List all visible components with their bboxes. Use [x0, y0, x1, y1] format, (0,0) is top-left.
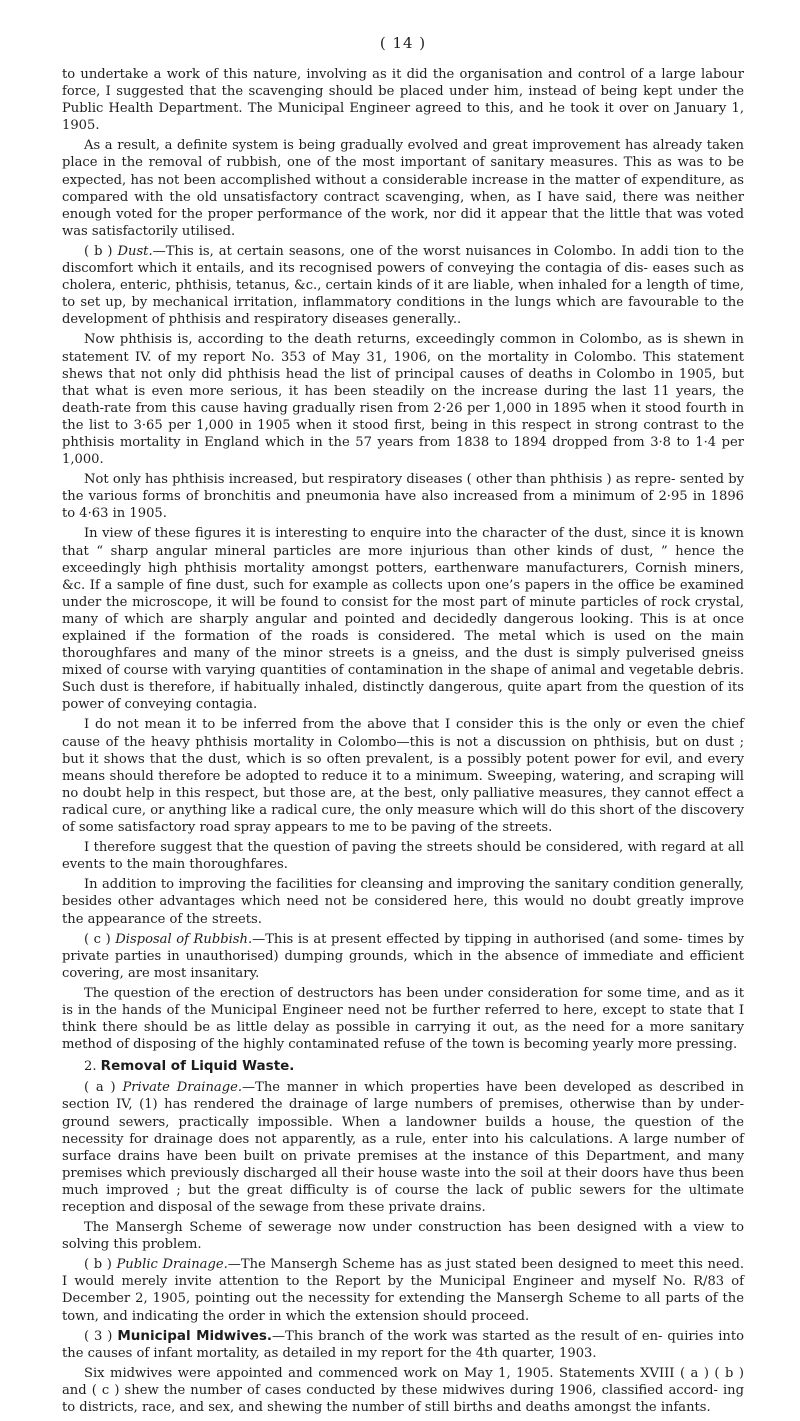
subsection-marker: ( a ): [84, 1080, 116, 1096]
subsection-text: —The Mansergh Scheme has as just stated been designed to meet this need. I would merely invite attention to the Report by the Municipal Engineer and myself No. R/83 of December 2, 1905, pointing out the necessity for extending the Mansergh Scheme to all parts of the town, and indicating the order in which the extension should proceed.: [62, 1257, 744, 1324]
body-text: [62, 66, 744, 1416]
private-drainage-paragraph: [62, 1079, 744, 1216]
paragraph: In view of these figures it is interesting to enquire into the character of the dust, since it is known that “ sharp angular mineral particles are more injurious than other kinds of dust, ” hence the exceedingly high phthisis mortality amongst potters, earthenware manufacturers, Cornish miners, &c. If a sample of fine dust, such for example as collects upon one’s papers in the office be examined under the microscope, it will be found to consist for the most part of minute particles of rock crystal, many of which are sharply angular and pointed and decidedly dangerous looking. This is at once explained if the formation of the roads is considered. The metal which is used on the main thoroughfares and many of the minor streets is a gneiss, and the dust is simply pulverised gneiss mixed of course with varying quantities of contamination in the shape of animal and vegetable debris. Such dust is therefore, if habitually inhaled, distinctly dangerous, quite apart from the question of its power of conveying contagia.: [62, 526, 744, 713]
subsection-text: —The manner in which properties have been developed as described in section IV, (1) has rendered the drainage of large numbers of premises, otherwise than by under- ground sewers, practically impossible. When a landowner builds a house, the question of the necessity for drainage does not apparently, as a rule, enter into his calculations. A large number of surface drains have been built on private premises at the instance of this Department, and many premises which previously discharged all their house waste into the soil at their doors have thus been much improved ; but the great difficulty is of course the lack of public sewers for the ultimate reception and disposal of the sewage from these private drains.: [62, 1080, 744, 1215]
subsection-marker: ( b ): [84, 1257, 112, 1273]
subsection-title: Private Drainage.: [122, 1080, 242, 1096]
page-number: ( 14 ): [379, 34, 427, 52]
section-heading: [62, 1058, 744, 1075]
dust-paragraph: [62, 243, 744, 328]
rubbish-paragraph: [62, 931, 744, 982]
paragraph: I therefore suggest that the question of paving the streets should be considered, with regard at all events to the main thoroughfares.: [62, 840, 744, 873]
public-drainage-paragraph: [62, 1256, 744, 1324]
subsection-title: Dust.: [117, 243, 153, 259]
section-title: Removal of Liquid Waste.: [100, 1058, 295, 1075]
paragraph: The Mansergh Scheme of sewerage now under construction has been designed with a view to solving this problem.: [62, 1220, 744, 1253]
paragraph: to undertake a work of this nature, involving as it did the organisation and control of a large labour force, I suggested that the scavenging should be placed under him, instead of being kept under the Public Health Department. The Municipal Engineer agreed to this, and he took it over on January 1, 1905.: [62, 67, 744, 134]
paragraph: Six midwives were appointed and commenced work on May 1, 1905. Statements XVIII ( a ) ( b ) and ( c ) shew the number of cases conducted by these midwives during 1906, classified accord- ing to districts, race, and sex, and shewing the number of still births and deaths amongst the infants.: [62, 1365, 744, 1416]
section-number: 2.: [84, 1059, 97, 1075]
paragraph: As a result, a definite system is being gradually evolved and great improvement has already taken place in the removal of rubbish, one of the most important of sanitary measures. This as was to be expected, has not been accomplished without a considerable increase in the matter of expenditure, as compared with the old unsatisfactory contract scavenging, when, as I have said, there was neither enough voted for the proper performance of the work, nor did it appear that the little that was voted was satisfactorily utilised.: [62, 138, 744, 239]
subsection-text: —This is at present effected by tipping in authorised (and some- times by private parties in unauthorised) dumping grounds, which in the absence of immediate and efficient covering, are most insanitary.: [62, 931, 744, 981]
subsection-title: Disposal of Rubbish.: [115, 931, 253, 947]
section-title: Municipal Midwives.: [117, 1327, 273, 1344]
subsection-text: —This branch of the work was started as the result of en- quiries into the causes of infant mortality, as detailed in my report for the 4th quarter, 1903.: [62, 1328, 744, 1361]
subsection-title: Public Drainage.: [116, 1257, 228, 1273]
section-number: ( 3 ): [84, 1328, 113, 1344]
subsection-marker: ( c ): [84, 931, 111, 947]
paragraph: I do not mean it to be inferred from the above that I consider this is the only or even the chief cause of the heavy phthisis mortality in Colombo—this is not a discussion on phthisis, but on dust ; but it shows that the dust, which is so often prevalent, is a possibly potent power for evil, and every means should therefore be adopted to reduce it to a minimum. Sweeping, watering, and scraping will no doubt help in this respect, but those are, at the best, only palliative measures, they cannot effect a radical cure, or anything like a radical cure, the only measure which will do this short of the discovery of some satisfactory road spray appears to me to be paving of the streets.: [62, 717, 744, 836]
paragraph: The question of the erection of destructors has been under consideration for some time, and as it is in the hands of the Municipal Engineer need not be further referred to here, except to state that I think there should be as little delay as possible in carrying it out, as the need for a more sanitary method of disposing of the highly contaminated refuse of the town is becoming yearly more pressing.: [62, 985, 744, 1053]
paragraph: In addition to improving the facilities for cleansing and improving the sanitary condition generally, besides other advantages which need not be considered here, this would no doubt greatly improve the appearance of the streets.: [62, 877, 744, 927]
midwives-paragraph: [62, 1328, 744, 1362]
paragraph: Not only has phthisis increased, but respiratory diseases ( other than phthisis ) as repre- sented by the various forms of bronchitis and pneumonia have also increased from a minimum of 2·95 in 1896 to 4·63 in 1905.: [62, 472, 744, 522]
subsection-marker: ( b ): [84, 243, 113, 259]
paragraph: Now phthisis is, according to the death returns, exceedingly common in Colombo, as is shewn in statement IV. of my report No. 353 of May 31, 1906, on the mortality in Colombo. This statement shews that not only did phthisis head the list of principal causes of deaths in Colombo in 1905, but that what is even more serious, it has been steadily on the increase during the last 11 years, the death-rate from this cause having gradually risen from 2·26 per 1,000 in 1895 when it stood fourth in the list to 3·65 per 1,000 in 1905 when it stood first, being in this respect in strong contrast to the phthisis mortality in England which in the 57 years from 1838 to 1894 dropped from 3·8 to 1·4 per 1,000.: [62, 332, 744, 468]
subsection-text: —This is, at certain seasons, one of the worst nuisances in Colombo. In addi tion to the discomfort which it entails, and its recognised powers of conveying the contagia of dis- eases such as cholera, enteric, phthisis, tetanus, &c., certain kinds of it are liable, when inhaled for a length of time, to set up, by mechanical irritation, inflammatory conditions in the lungs which are favourable to the development of phthisis and respiratory diseases generally..: [62, 243, 744, 328]
